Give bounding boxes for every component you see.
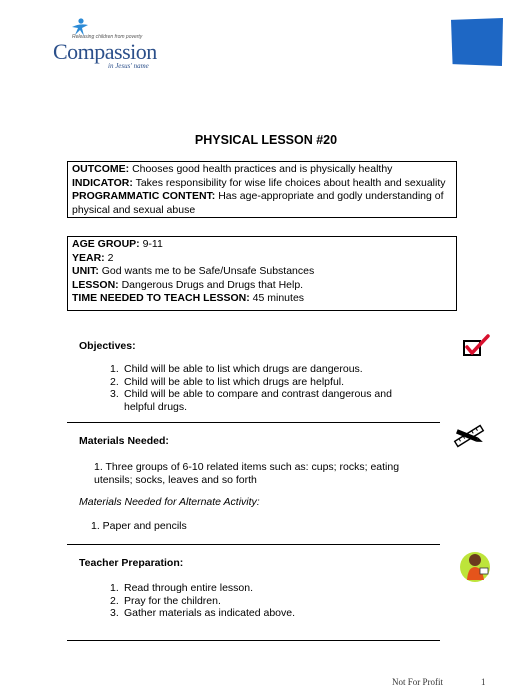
outcome-line <box>72 163 452 177</box>
field-value: 9-11 <box>139 238 163 250</box>
field-value: 45 minutes <box>249 292 305 304</box>
unit-line <box>72 265 452 279</box>
item-number: 2. <box>110 594 119 607</box>
programmatic-content-line <box>72 190 452 217</box>
teacher-preparation-heading: Teacher Preparation: <box>79 557 184 569</box>
year-line <box>72 252 452 266</box>
alternate-materials-heading: Materials Needed for Alternate Activity: <box>79 496 260 508</box>
field-label: AGE GROUP: <box>72 238 140 250</box>
field-label: OUTCOME: <box>72 163 130 175</box>
outcome-box <box>67 161 457 218</box>
pencil-ruler-icon <box>450 423 488 449</box>
logo-wordmark: Compassion <box>53 39 157 64</box>
section-divider <box>67 640 440 641</box>
lesson-line <box>72 279 452 293</box>
logo-tagline: Releasing children from poverty <box>72 34 143 40</box>
objectives-heading: Objectives: <box>79 340 136 352</box>
field-value: 2 <box>104 251 114 264</box>
list-item <box>110 363 395 376</box>
logo-subline: in Jesus' name <box>108 62 149 70</box>
field-label: INDICATOR: <box>72 176 133 189</box>
age-group-line <box>72 238 452 252</box>
field-label: PROGRAMMATIC CONTENT: <box>72 190 216 202</box>
field-label: LESSON: <box>72 278 119 291</box>
item-text: Pray for the children. <box>124 594 221 607</box>
field-label: TIME NEEDED TO TEACH LESSON: <box>72 292 250 304</box>
field-value: Chooses good health practices and is physically healthy <box>129 163 393 175</box>
field-value: Has age-appropriate and godly understanding of physical and sexual abuse <box>72 190 444 216</box>
compassion-logo <box>50 20 170 70</box>
field-value: Dangerous Drugs and Drugs that Help. <box>118 278 304 291</box>
list-item <box>110 607 370 620</box>
list-item <box>110 376 395 389</box>
checkbox-check-icon <box>462 334 490 358</box>
footer-label: Not For Profit <box>392 677 444 687</box>
objectives-list <box>110 363 395 413</box>
item-number: 1. <box>110 582 119 594</box>
field-value: Takes responsibility for wise life choices about health and sexuality <box>132 176 446 189</box>
field-label: YEAR: <box>72 251 105 264</box>
item-number: 1. <box>110 363 119 375</box>
time-needed-line <box>72 292 452 306</box>
item-number: 2. <box>110 375 119 388</box>
section-divider <box>67 422 440 423</box>
item-text: Read through entire lesson. <box>124 582 253 594</box>
list-item <box>110 595 370 608</box>
item-text: Child will be able to compare and contrast dangerous and helpful drugs. <box>124 388 392 413</box>
item-number: 3. <box>110 607 119 619</box>
item-text: Child will be able to list which drugs are dangerous. <box>124 363 363 375</box>
teacher-icon <box>458 548 492 584</box>
field-value: God wants me to be Safe/Unsafe Substances <box>98 265 315 277</box>
teacher-preparation-list <box>110 582 370 620</box>
indicator-line <box>72 177 452 191</box>
field-label: UNIT: <box>72 265 99 277</box>
list-item <box>110 388 395 413</box>
blue-corner-block <box>451 18 503 66</box>
alternate-materials-item: 1. Paper and pencils <box>91 520 187 532</box>
page-title: PHYSICAL LESSON #20 <box>194 133 338 147</box>
page-number: 1 <box>481 677 486 687</box>
section-divider <box>67 544 440 545</box>
materials-heading: Materials Needed: <box>79 435 169 447</box>
materials-item: 1. Three groups of 6-10 related items such as: cups; rocks; eating utensils; socks, leaves and so forth <box>94 461 400 486</box>
list-item <box>110 582 370 595</box>
item-text: Gather materials as indicated above. <box>124 607 296 619</box>
item-text: Child will be able to list which drugs are helpful. <box>124 375 345 388</box>
item-number: 3. <box>110 388 119 400</box>
lesson-info-box <box>67 236 457 311</box>
